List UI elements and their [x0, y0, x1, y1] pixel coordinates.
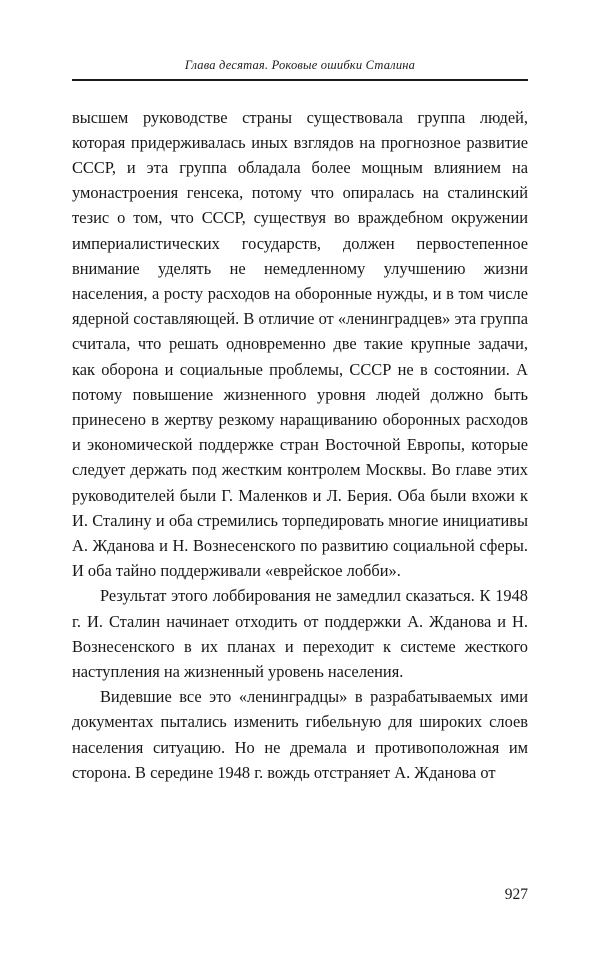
page-content [72, 58, 528, 785]
paragraph-2: Результат этого лоббирования не замедлил сказаться. К 1948 г. И. Сталин начинает отходить от поддержки А. Жданова и Н. Вознесенского в их планах и переходит к системе жесткого наступления на жизненный уровень населения. [72, 586, 528, 681]
running-head: Глава десятая. Роковые ошибки Сталина [184, 58, 416, 72]
page-number: 927 [504, 886, 528, 903]
header-rule [72, 79, 528, 81]
paragraph-1: высшем руководстве страны существовала группа людей, которая придерживалась иных взглядов на прогнозное развитие СССР, и эта группа обладала более мощным влиянием на умонастроения генсека, потому что опиралась на сталинский тезис о том, что СССР, существуя во враждебном окружении империалистических государств, должен первостепенное внимание уделять не немедленному улучшению жизни населения, а росту расходов на оборонные нужды, и в том числе ядерной составляющей. В отличие от «ленинградцев» эта группа считала, что решать одновременно две такие крупные задачи, как оборона и социальные проблемы, СССР не в состоянии. А потому повышение жизненного уровня людей должно быть принесено в жертву резкому наращиванию оборонных расходов и экономической поддержке стран Восточной Европы, которые следует держать под жестким контролем Москвы. Во главе этих руководителей были Г. Маленков и Л. Берия. Оба были вхожи к И. Сталину и оба стремились торпедировать многие инициативы А. Жданова и Н. Вознесенского по развитию социальной сферы. И оба тайно поддерживали «еврейское лобби». [72, 107, 528, 581]
body-text [72, 105, 528, 785]
paragraph-3: Видевшие все это «ленинградцы» в разрабатываемых ими документах пытались изменить гибельную для широких слоев населения ситуацию. Но не дремала и противоположная им сторона. В середине 1948 г. вождь отстраняет А. Жданова от [72, 687, 528, 782]
